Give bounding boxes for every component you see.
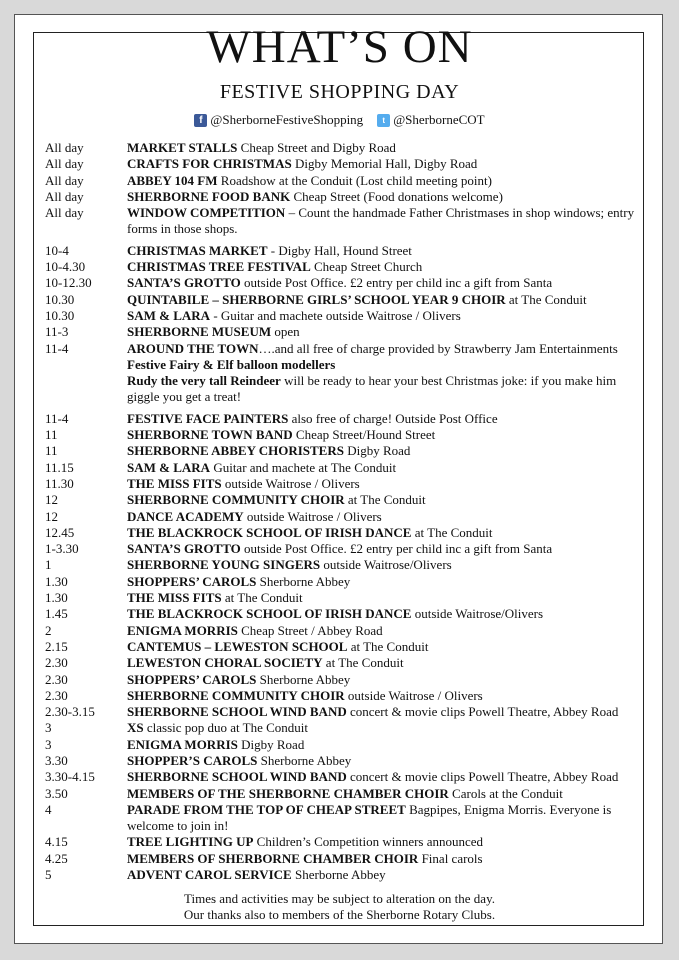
schedule-row <box>45 324 645 340</box>
event-details: at The Conduit <box>344 492 426 508</box>
schedule-row <box>45 541 645 557</box>
event-name: SHOPPER’S CAROLS <box>127 752 258 768</box>
schedule-time: 12 <box>45 508 58 524</box>
event-name: MARKET STALLS <box>127 140 238 155</box>
schedule-row <box>45 189 645 205</box>
event-details: - Guitar and machete outside Waitrose / Olivers <box>210 307 461 323</box>
footer-line-2: Our thanks also to members of the Sherborne Rotary Clubs. <box>183 907 496 922</box>
event-details: - Digby Hall, Hound Street <box>267 242 412 258</box>
schedule-description <box>127 720 645 736</box>
facebook-icon: f <box>194 114 207 127</box>
schedule-description <box>127 639 645 655</box>
event-name: SHERBORNE FOOD BANK <box>127 188 291 204</box>
schedule-time: 1.45 <box>45 606 68 622</box>
schedule-description <box>127 427 645 443</box>
schedule-time: 3.30 <box>45 752 68 768</box>
event-details: Carols at the Conduit <box>448 785 563 801</box>
schedule-description <box>127 292 645 308</box>
schedule-time: 11-4 <box>45 410 69 426</box>
event-name: Rudy the very tall Reindeer <box>127 373 281 389</box>
event-details: Final carols <box>418 850 483 866</box>
schedule-description <box>127 324 645 340</box>
schedule-row <box>45 851 645 867</box>
schedule-time: 2.30 <box>45 655 68 671</box>
schedule-description <box>127 541 645 557</box>
event-name: DANCE ACADEMY <box>127 508 244 524</box>
event-details: Bagpipes, Enigma Morris. Everyone is welcome to join in! <box>127 801 612 834</box>
schedule-row <box>45 509 645 525</box>
schedule-time: 11-3 <box>45 324 69 340</box>
event-name: THE BLACKROCK SCHOOL OF IRISH DANCE <box>127 606 412 622</box>
event-details: outside Waitrose / Olivers <box>344 687 483 703</box>
event-name: SHERBORNE ABBEY CHORISTERS <box>127 443 344 459</box>
event-details: will be ready to hear your best Christmas joke: if you make him giggle you get a treat! <box>127 373 617 405</box>
schedule-time: 2.30-3.15 <box>45 704 95 720</box>
schedule-description <box>127 156 645 172</box>
event-details: Digby Memorial Hall, Digby Road <box>291 156 478 172</box>
event-details: outside Waitrose / Olivers <box>243 508 382 524</box>
schedule-time: 11 <box>45 443 58 459</box>
schedule-description <box>127 672 645 688</box>
schedule-description <box>127 834 645 850</box>
event-name: SHERBORNE TOWN BAND <box>127 427 293 443</box>
schedule-description <box>127 173 645 189</box>
event-details: at The Conduit <box>505 291 587 307</box>
schedule-row <box>45 259 645 275</box>
schedule-description <box>127 275 645 291</box>
schedule-row <box>45 492 645 508</box>
event-details: concert & movie clips Powell Theatre, Abbey Road <box>346 704 619 720</box>
schedule-row <box>45 802 645 835</box>
schedule-time: 2.15 <box>45 638 68 654</box>
schedule-time: 4.25 <box>45 850 68 866</box>
schedule-time: 3.30-4.15 <box>45 769 95 785</box>
schedule-time: 10-4 <box>45 242 69 258</box>
schedule-time: 12.45 <box>45 524 75 540</box>
schedule-time: 11.30 <box>45 475 74 491</box>
event-name: ENIGMA MORRIS <box>127 736 238 752</box>
schedule-description <box>127 655 645 671</box>
schedule-description <box>127 492 645 508</box>
schedule-row <box>45 308 645 324</box>
schedule-time: 4.15 <box>45 834 68 850</box>
schedule-description <box>127 769 645 785</box>
schedule-row <box>45 737 645 753</box>
schedule-row <box>45 590 645 606</box>
schedule-row <box>45 557 645 573</box>
schedule-row <box>45 476 645 492</box>
event-name: SHERBORNE YOUNG SINGERS <box>127 557 321 573</box>
schedule-description <box>127 867 645 883</box>
event-name: SHERBORNE COMMUNITY CHOIR <box>127 492 345 508</box>
footer-note <box>0 891 679 923</box>
schedule-row <box>45 655 645 671</box>
schedule-time: 2.30 <box>45 671 68 687</box>
event-details: classic pop duo at The Conduit <box>143 720 309 736</box>
event-details: Sherborne Abbey <box>256 671 351 687</box>
schedule-row <box>45 834 645 850</box>
schedule-time: 3 <box>45 720 52 736</box>
schedule-row <box>45 411 645 427</box>
event-name: QUINTABILE – SHERBORNE GIRLS’ SCHOOL YEAR 9 CHOIR <box>127 291 506 307</box>
event-details: Sherborne Abbey <box>291 867 386 883</box>
footer-line-1: Times and activities may be subject to alteration on the day. <box>184 891 495 906</box>
schedule-description <box>127 205 645 238</box>
event-name: SHERBORNE SCHOOL WIND BAND <box>127 769 347 785</box>
schedule-time: 3.50 <box>45 785 68 801</box>
event-details: Children’s Competition winners announced <box>253 834 484 850</box>
schedule-row <box>45 292 645 308</box>
schedule-time: 11.15 <box>45 459 74 475</box>
twitter-icon: t <box>377 114 390 127</box>
schedule-row <box>45 867 645 883</box>
schedule-row <box>45 720 645 736</box>
event-name: SHOPPERS’ CAROLS <box>127 671 257 687</box>
event-details: at The Conduit <box>347 638 429 654</box>
schedule-description <box>127 688 645 704</box>
schedule-time: All day <box>45 205 84 221</box>
event-name: ADVENT CAROL SERVICE <box>127 867 292 883</box>
schedule-description <box>127 443 645 459</box>
schedule-time: 5 <box>45 867 52 883</box>
schedule-row <box>45 140 645 156</box>
schedule-row <box>45 243 645 259</box>
schedule-description <box>127 590 645 606</box>
schedule-time: 11-4 <box>45 340 69 356</box>
event-name: THE MISS FITS <box>127 475 222 491</box>
schedule-description <box>127 243 645 259</box>
schedule-row <box>45 606 645 622</box>
schedule-description <box>127 411 645 427</box>
schedule-time: 1-3.30 <box>45 541 79 557</box>
schedule-time: 4 <box>45 801 52 817</box>
event-name: SAM & LARA <box>127 459 211 475</box>
schedule-time <box>45 373 127 406</box>
event-name: SANTA’S GROTTO <box>127 541 241 557</box>
event-name: FESTIVE FACE PAINTERS <box>127 410 289 426</box>
event-details: outside Waitrose/Olivers <box>411 606 544 622</box>
twitter-handle: @SherborneCOT <box>393 112 485 128</box>
event-name: SHERBORNE MUSEUM <box>127 324 272 340</box>
event-details: Roadshow at the Conduit (Lost child meeting point) <box>217 172 492 188</box>
event-details: Cheap Street / Abbey Road <box>237 622 383 638</box>
schedule-description <box>127 851 645 867</box>
event-details: Digby Road <box>237 736 305 752</box>
schedule-row <box>45 173 645 189</box>
schedule-time: 1.30 <box>45 573 68 589</box>
schedule-row <box>45 786 645 802</box>
schedule-description <box>127 574 645 590</box>
event-details: – Count the handmade Father Christmases in shop windows; entry forms in those shops. <box>127 205 635 237</box>
event-name: ABBEY 104 FM <box>127 172 218 188</box>
event-details: outside Waitrose/Olivers <box>320 557 452 573</box>
schedule-time: 12 <box>45 492 58 508</box>
schedule-time: 10-4.30 <box>45 259 86 275</box>
schedule-row <box>45 205 645 238</box>
event-details: Sherborne Abbey <box>256 573 351 589</box>
schedule-time: All day <box>45 172 84 188</box>
schedule-time: All day <box>45 140 84 155</box>
schedule-description <box>127 802 645 835</box>
event-details: Guitar and machete at The Conduit <box>210 459 397 475</box>
schedule-time: 11 <box>45 427 58 443</box>
event-name: LEWESTON CHORAL SOCIETY <box>127 655 323 671</box>
event-details: at The Conduit <box>322 655 404 671</box>
schedule-description <box>127 373 645 406</box>
schedule-row <box>45 704 645 720</box>
schedule-list <box>45 140 645 883</box>
event-name: THE MISS FITS <box>127 590 222 606</box>
event-name: Festive Fairy & Elf balloon modellers <box>127 356 336 372</box>
event-name: CANTEMUS – LEWESTON SCHOOL <box>127 638 348 654</box>
schedule-row <box>45 460 645 476</box>
schedule-description <box>127 753 645 769</box>
event-details: also free of charge! Outside Post Office <box>288 410 498 426</box>
schedule-row <box>45 275 645 291</box>
schedule-description <box>127 557 645 573</box>
event-details: Cheap Street (Food donations welcome) <box>290 188 503 204</box>
event-details: outside Post Office. £2 entry per child inc a gift from Santa <box>240 541 553 557</box>
schedule-row <box>45 357 645 373</box>
schedule-description <box>127 509 645 525</box>
schedule-row <box>45 639 645 655</box>
schedule-description <box>127 737 645 753</box>
schedule-description <box>127 357 645 373</box>
schedule-row <box>45 443 645 459</box>
schedule-row <box>45 753 645 769</box>
event-name: SHOPPERS’ CAROLS <box>127 573 257 589</box>
event-name: SHERBORNE SCHOOL WIND BAND <box>127 704 347 720</box>
event-name: CRAFTS FOR CHRISTMAS <box>127 156 292 172</box>
event-name: SANTA’S GROTTO <box>127 275 241 291</box>
schedule-row <box>45 623 645 639</box>
schedule-row <box>45 574 645 590</box>
event-details: Cheap Street/Hound Street <box>292 427 436 443</box>
event-details: at The Conduit <box>411 524 493 540</box>
schedule-time: 10-12.30 <box>45 275 92 291</box>
event-name: SAM & LARA <box>127 307 211 323</box>
event-name: TREE LIGHTING UP <box>127 834 254 850</box>
schedule-time: 10.30 <box>45 307 75 323</box>
event-name: MEMBERS OF SHERBORNE CHAMBER CHOIR <box>127 850 419 866</box>
schedule-time: All day <box>45 188 84 204</box>
schedule-row <box>45 427 645 443</box>
schedule-row <box>45 688 645 704</box>
schedule-description <box>127 341 645 357</box>
event-details: outside Waitrose / Olivers <box>221 475 360 491</box>
schedule-row <box>45 672 645 688</box>
event-details: Sherborne Abbey <box>257 752 352 768</box>
event-name: WINDOW COMPETITION <box>127 205 286 221</box>
event-name: PARADE FROM THE TOP OF CHEAP STREET <box>127 801 406 817</box>
event-details: open <box>271 324 300 340</box>
schedule-description <box>127 140 645 156</box>
schedule-row <box>45 525 645 541</box>
schedule-time: 2.30 <box>45 687 68 703</box>
event-name: THE BLACKROCK SCHOOL OF IRISH DANCE <box>127 524 412 540</box>
schedule-description <box>127 704 645 720</box>
event-name: SHERBORNE COMMUNITY CHOIR <box>127 687 345 703</box>
event-name: XS <box>127 720 144 736</box>
schedule-description <box>127 623 645 639</box>
event-details: Digby Road <box>343 443 411 459</box>
event-details: ….and all free of charge provided by Strawberry Jam Entertainments <box>258 340 618 356</box>
event-name: MEMBERS OF THE SHERBORNE CHAMBER CHOIR <box>127 785 449 801</box>
schedule-description <box>127 460 645 476</box>
event-details: concert & movie clips Powell Theatre, Abbey Road <box>346 769 619 785</box>
event-name: AROUND THE TOWN <box>127 340 259 356</box>
schedule-time: 1 <box>45 557 52 573</box>
facebook-handle: @SherborneFestiveShopping <box>210 112 364 128</box>
schedule-description <box>127 786 645 802</box>
schedule-time: 2 <box>45 622 52 638</box>
schedule-description <box>127 476 645 492</box>
event-name: CHRISTMAS MARKET <box>127 242 268 258</box>
schedule-time <box>45 357 127 373</box>
schedule-time: 1.30 <box>45 590 68 606</box>
schedule-description <box>127 308 645 324</box>
schedule-time: 10.30 <box>45 291 75 307</box>
event-name: ENIGMA MORRIS <box>127 622 238 638</box>
schedule-description <box>127 606 645 622</box>
schedule-row <box>45 373 645 406</box>
schedule-time: All day <box>45 156 84 172</box>
event-details: Cheap Street Church <box>310 259 423 275</box>
event-details: at The Conduit <box>221 590 303 606</box>
schedule-row <box>45 769 645 785</box>
page-title: WHAT’S ON <box>206 21 473 73</box>
schedule-description <box>127 189 645 205</box>
page-subtitle: FESTIVE SHOPPING DAY <box>219 81 460 103</box>
schedule-description <box>127 259 645 275</box>
schedule-time: 3 <box>45 736 52 752</box>
social-handles <box>0 110 679 129</box>
event-name: CHRISTMAS TREE FESTIVAL <box>127 259 311 275</box>
schedule-row <box>45 156 645 172</box>
schedule-description <box>127 525 645 541</box>
event-details: Cheap Street and Digby Road <box>237 140 396 155</box>
schedule-row <box>45 341 645 357</box>
event-details: outside Post Office. £2 entry per child inc a gift from Santa <box>240 275 553 291</box>
